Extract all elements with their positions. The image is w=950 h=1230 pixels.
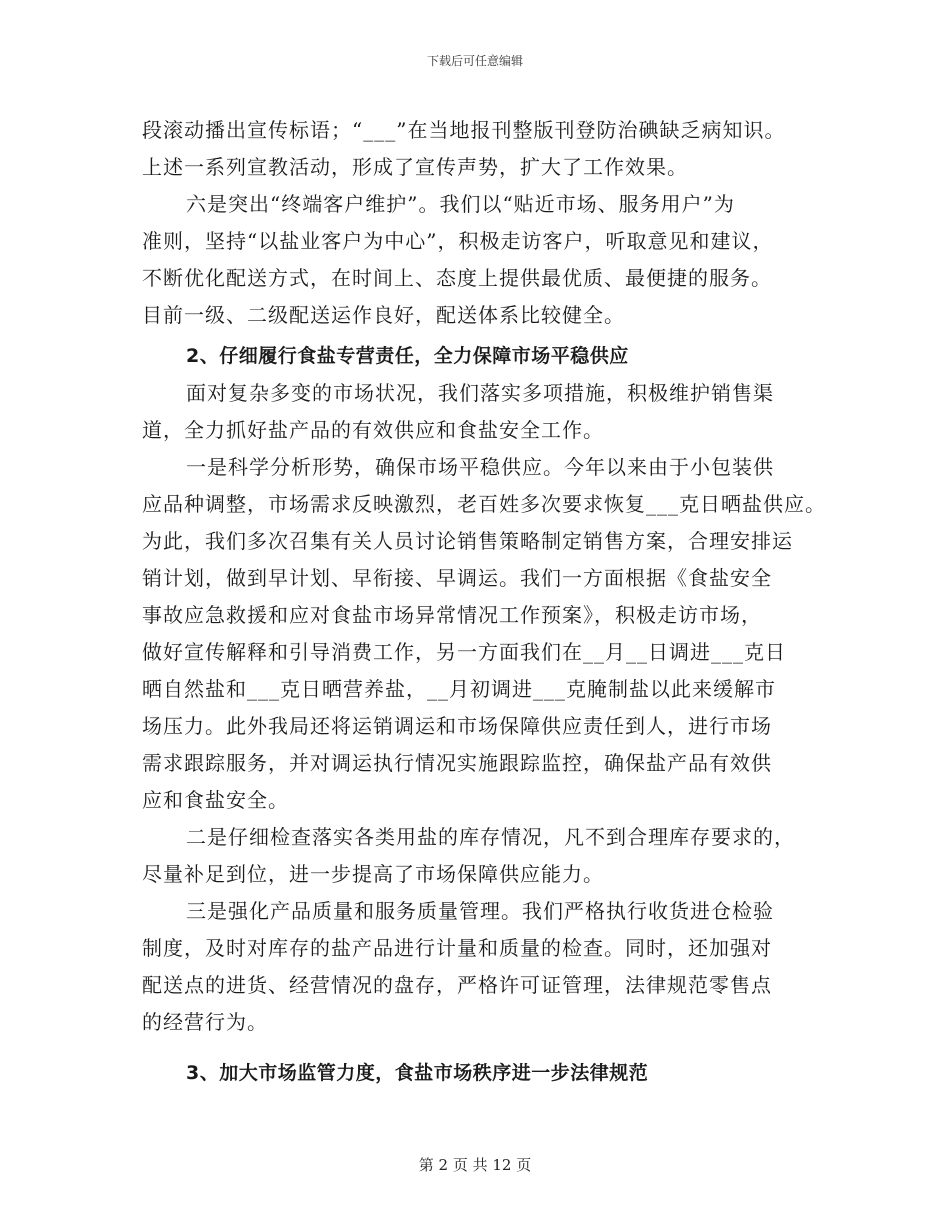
body-line: 段滚动播出宣传标语；“___”在当地报刊整版刊登防治碘缺乏病知识。 <box>142 118 786 142</box>
body-line: 场压力。此外我局还将运销调运和市场保障供应责任到人，进行市场 <box>142 714 772 738</box>
body-line: 应和食盐安全。 <box>142 788 289 812</box>
body-line: 销计划，做到早计划、早衔接、早调运。我们一方面根据《食盐安全 <box>142 566 772 590</box>
page-header: 下载后可任意编辑 <box>426 54 523 68</box>
document-body <box>142 112 826 1092</box>
body-line: 做好宣传解释和引导消费工作，另一方面我们在__月__日调进___克日 <box>142 640 786 664</box>
body-line: 尽量补足到位，进一步提高了市场保障供应能力。 <box>142 862 604 886</box>
body-line: 晒自然盐和___克日晒营养盐，__月初调进___克腌制盐以此来缓解市 <box>142 677 776 701</box>
body-line: 不断优化配送方式，在时间上、态度上提供最优质、最便捷的服务。 <box>142 266 772 290</box>
section-heading: 3、加大市场监管力度，食盐市场秩序进一步法律规范 <box>186 1062 649 1084</box>
body-line: 的经营行为。 <box>142 1010 268 1034</box>
paragraph-start: 面对复杂多变的市场状况，我们落实多项措施，积极维护销售渠 <box>186 381 774 405</box>
paragraph-start: 一是科学分析形势，确保市场平稳供应。今年以来由于小包装供 <box>186 455 774 479</box>
body-line: 应品种调整，市场需求反映激烈，老百姓多次要求恢复___克日晒盐供应。 <box>142 492 826 516</box>
body-line: 需求跟踪服务，并对调运执行情况实施跟踪监控，确保盐产品有效供 <box>142 751 772 775</box>
body-line: 上述一系列宣教活动，形成了宣传声势，扩大了工作效果。 <box>142 155 688 179</box>
section-heading: 2、仔细履行食盐专营责任，全力保障市场平稳供应 <box>186 345 629 367</box>
body-line: 事故应急救援和应对食盐市场异常情况工作预案》，积极走访市场， <box>142 603 762 627</box>
body-line: 道，全力抓好盐产品的有效供应和食盐安全工作。 <box>142 418 604 442</box>
body-line: 为此，我们多次召集有关人员讨论销售策略制定销售方案，合理安排运 <box>142 529 793 553</box>
body-line: 准则，坚持“以盐业客户为中心”，积极走访客户，听取意见和建议， <box>142 229 774 253</box>
paragraph-start: 六是突出“终端客户维护”。我们以“贴近市场、服务用户”为 <box>186 192 735 216</box>
paragraph-start: 二是仔细检查落实各类用盐的库存情况，凡不到合理库存要求的， <box>186 825 795 849</box>
body-line: 制度，及时对库存的盐产品进行计量和质量的检查。同时，还加强对 <box>142 936 772 960</box>
body-line: 目前一级、二级配送运作良好，配送体系比较健全。 <box>142 303 625 327</box>
page-number: 第 2 页 共 12 页 <box>418 1156 532 1174</box>
body-line: 配送点的进货、经营情况的盘存，严格许可证管理，法律规范零售点 <box>142 973 772 997</box>
paragraph-start: 三是强化产品质量和服务质量管理。我们严格执行收货进仓检验 <box>186 899 774 923</box>
